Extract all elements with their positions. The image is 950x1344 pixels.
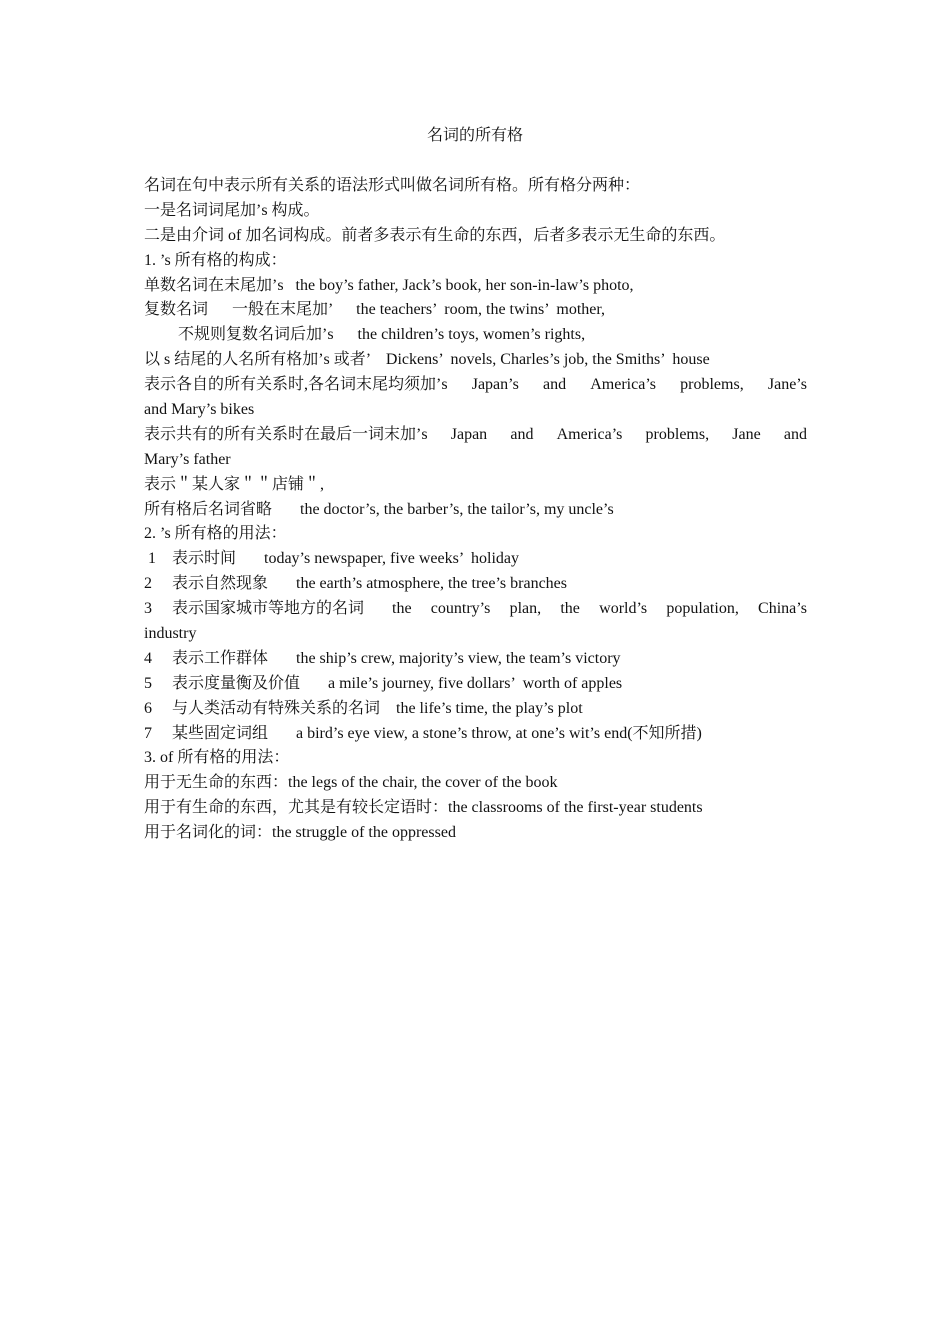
text-word: country’s [430,600,491,618]
text-line: 1. ’s 所有格的构成： [144,251,287,269]
text-line: 2 表示自然现象 the earth’s atmosphere, the tree’s branches [144,575,568,593]
text-word: and [510,425,534,443]
text-line: 用于有生命的东西，尤其是有较长定语时：the classrooms of the first-year students [144,799,703,817]
text-line: 6 与人类活动有特殊关系的名词 the life’s time, the play’s plot [144,699,583,717]
text-word: problems, [680,376,744,394]
text-line: 所有格后名词省略 the doctor’s, the barber’s, the tailor’s, my uncle’s [144,500,614,518]
text-word: Japan’s [471,376,519,394]
text-word: 3 表示国家城市等地方的名词 the [144,600,412,618]
text-line: 以 s 结尾的人名所有格加’s 或者’ Dickens’ novels, Charles’s job, the Smiths’ house [144,351,710,369]
text-word: 表示各自的所有关系时,各名词末尾均须加’s [144,376,448,394]
text-word: Jane’s [767,376,807,394]
text-line: 4 表示工作群体 the ship’s crew, majority’s view, the team’s victory [144,649,621,667]
text-line [144,423,807,448]
text-word: problems, [645,425,710,443]
text-word: America’s [556,425,623,443]
text-line [144,597,807,622]
text-line: 一是名词词尾加’s 构成。 [144,201,320,219]
text-line [144,373,807,398]
text-word: and [542,376,567,394]
text-line: 名词在句中表示所有关系的语法形式叫做名词所有格。所有格分两种： [144,177,641,194]
page-title: 名词的所有格 [426,127,523,144]
text-line: 用于无生命的东西：the legs of the chair, the cover of the book [144,774,558,792]
text-line: 单数名词在末尾加’s the boy’s father, Jack’s book, her son-in-law’s photo, [144,276,634,294]
text-line: 用于名词化的词：the struggle of the oppressed [144,824,456,842]
text-word: plan, [509,600,542,618]
text-line: and Mary’s bikes [144,401,255,419]
text-word: Japan [450,425,488,443]
text-line: 2. ’s 所有格的用法： [144,525,287,543]
text-line: 3. of 所有格的用法： [144,749,290,767]
text-line: 5 表示度量衡及价值 a mile’s journey, five dollars’ worth of apples [144,674,623,692]
text-line: 表示＂某人家＂＂店铺＂, [144,475,325,493]
text-line: 1 表示时间 today’s newspaper, five weeks’ holiday [144,550,519,568]
text-word: world’s [599,600,648,618]
text-word: the [560,600,580,618]
text-word: Jane [732,425,761,443]
text-word: population, [666,600,739,618]
text-line: industry [144,625,197,643]
text-line: 复数名词 一般在末尾加’ the teachers’ room, the twins’ mother, [144,301,606,319]
text-line: 7 某些固定词组 a bird’s eye view, a stone’s throw, at one’s wit’s end(不知所措) [144,724,702,742]
text-word: and [783,425,807,443]
text-line: 二是由介词 of 加名词构成。前者多表示有生命的东西，后者多表示无生命的东西。 [144,226,726,244]
text-line: 不规则复数名词后加’s the children’s toys, women’s rights, [178,326,586,344]
document-body [144,174,807,846]
text-word: 表示共有的所有关系时在最后一词末加’s [144,425,428,443]
text-line: Mary’s father [144,450,231,468]
text-word: America’s [590,376,656,394]
text-word: China’s [758,600,807,618]
